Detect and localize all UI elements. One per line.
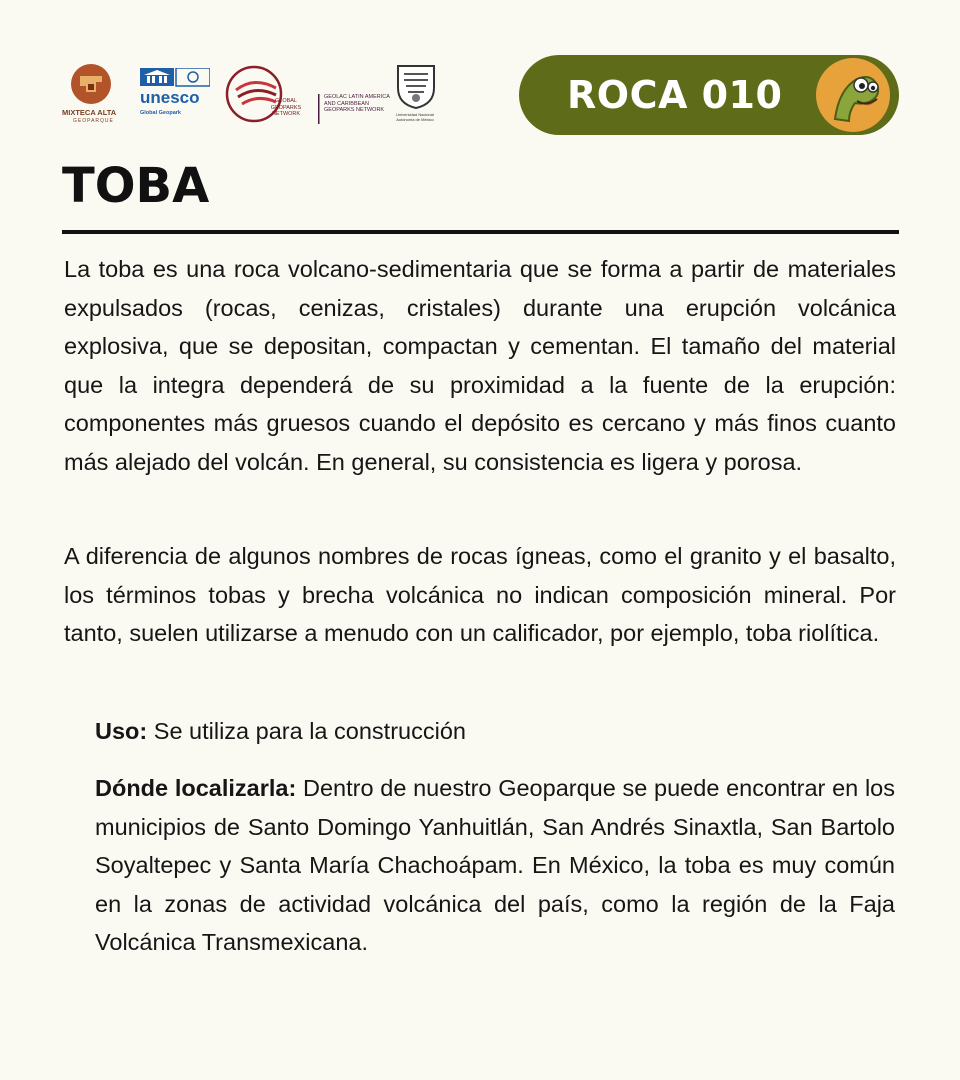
ggn-name: GLOBAL GEOPARKS NETWORK	[270, 98, 302, 117]
page-title: TOBA	[62, 158, 210, 214]
use-text: Se utiliza para la construcción	[147, 718, 466, 744]
composition-paragraph: A diferencia de algunos nombres de rocas ígneas, como el granito y el basalto, los términos tobas y brecha volcánica no indican composición mineral. Por tanto, suelen utilizarse a menudo con un calificador, por ejemplo, toba riolítica.	[64, 543, 896, 647]
location-text: Dentro de nuestro Geoparque se puede encontrar en los municipios de Santo Domingo Yanhuitlán, San Andrés Sinaxtla, San Bartolo Soyaltepec y Santa María Chachoápam. En México, la toba es muy común en la zonas de actividad volcánica del país, como la región de la Faja Volcánica Transmexicana.	[95, 775, 895, 956]
title-divider	[62, 230, 899, 234]
geolac-name: GEOLAC LATIN AMERICA AND CARIBBEAN GEOPARKS NETWORK	[324, 94, 390, 113]
use-label: Uso:	[95, 718, 148, 744]
geolac-divider-icon	[318, 94, 320, 124]
description-paragraph: La toba es una roca volcano-sedimentaria que se forma a partir de materiales expulsados (rocas, cenizas, cristales) durante una erupción volcánica explosiva, que se depositan, compactan y cementan. El tamaño del material que la integra dependerá de su proximidad a la fuente de la erupción: componentes más gruesos cuando el depósito es cercano y más finos cuanto más alejado del volcán. En general, su consistencia es ligera y porosa.	[64, 256, 896, 475]
unam-shield-icon	[394, 64, 438, 110]
global-geoparks-logo	[224, 64, 314, 126]
rock-number-badge	[519, 55, 899, 135]
mixteca-sub: GEOPARQUE	[73, 118, 114, 124]
unesco-sub: Global Geopark	[140, 110, 181, 116]
rock-number-label: ROCA 010	[567, 73, 783, 117]
unesco-name: unesco	[140, 88, 200, 107]
partner-logos	[60, 62, 450, 132]
lizard-mascot-icon	[815, 57, 891, 133]
unesco-logo	[140, 68, 212, 124]
unam-logo	[392, 64, 442, 130]
geolac-logo	[318, 94, 388, 126]
use-paragraph	[95, 712, 895, 751]
unesco-temple-icon	[140, 68, 210, 88]
location-label: Dónde localizarla:	[95, 775, 297, 801]
mixteca-glyph-icon	[60, 62, 122, 108]
mixteca-alta-logo	[60, 62, 122, 128]
location-paragraph	[95, 769, 895, 962]
mixteca-name: MIXTECA ALTA	[62, 108, 117, 117]
unam-name: Universidad Nacional Autónoma de México	[396, 112, 434, 122]
